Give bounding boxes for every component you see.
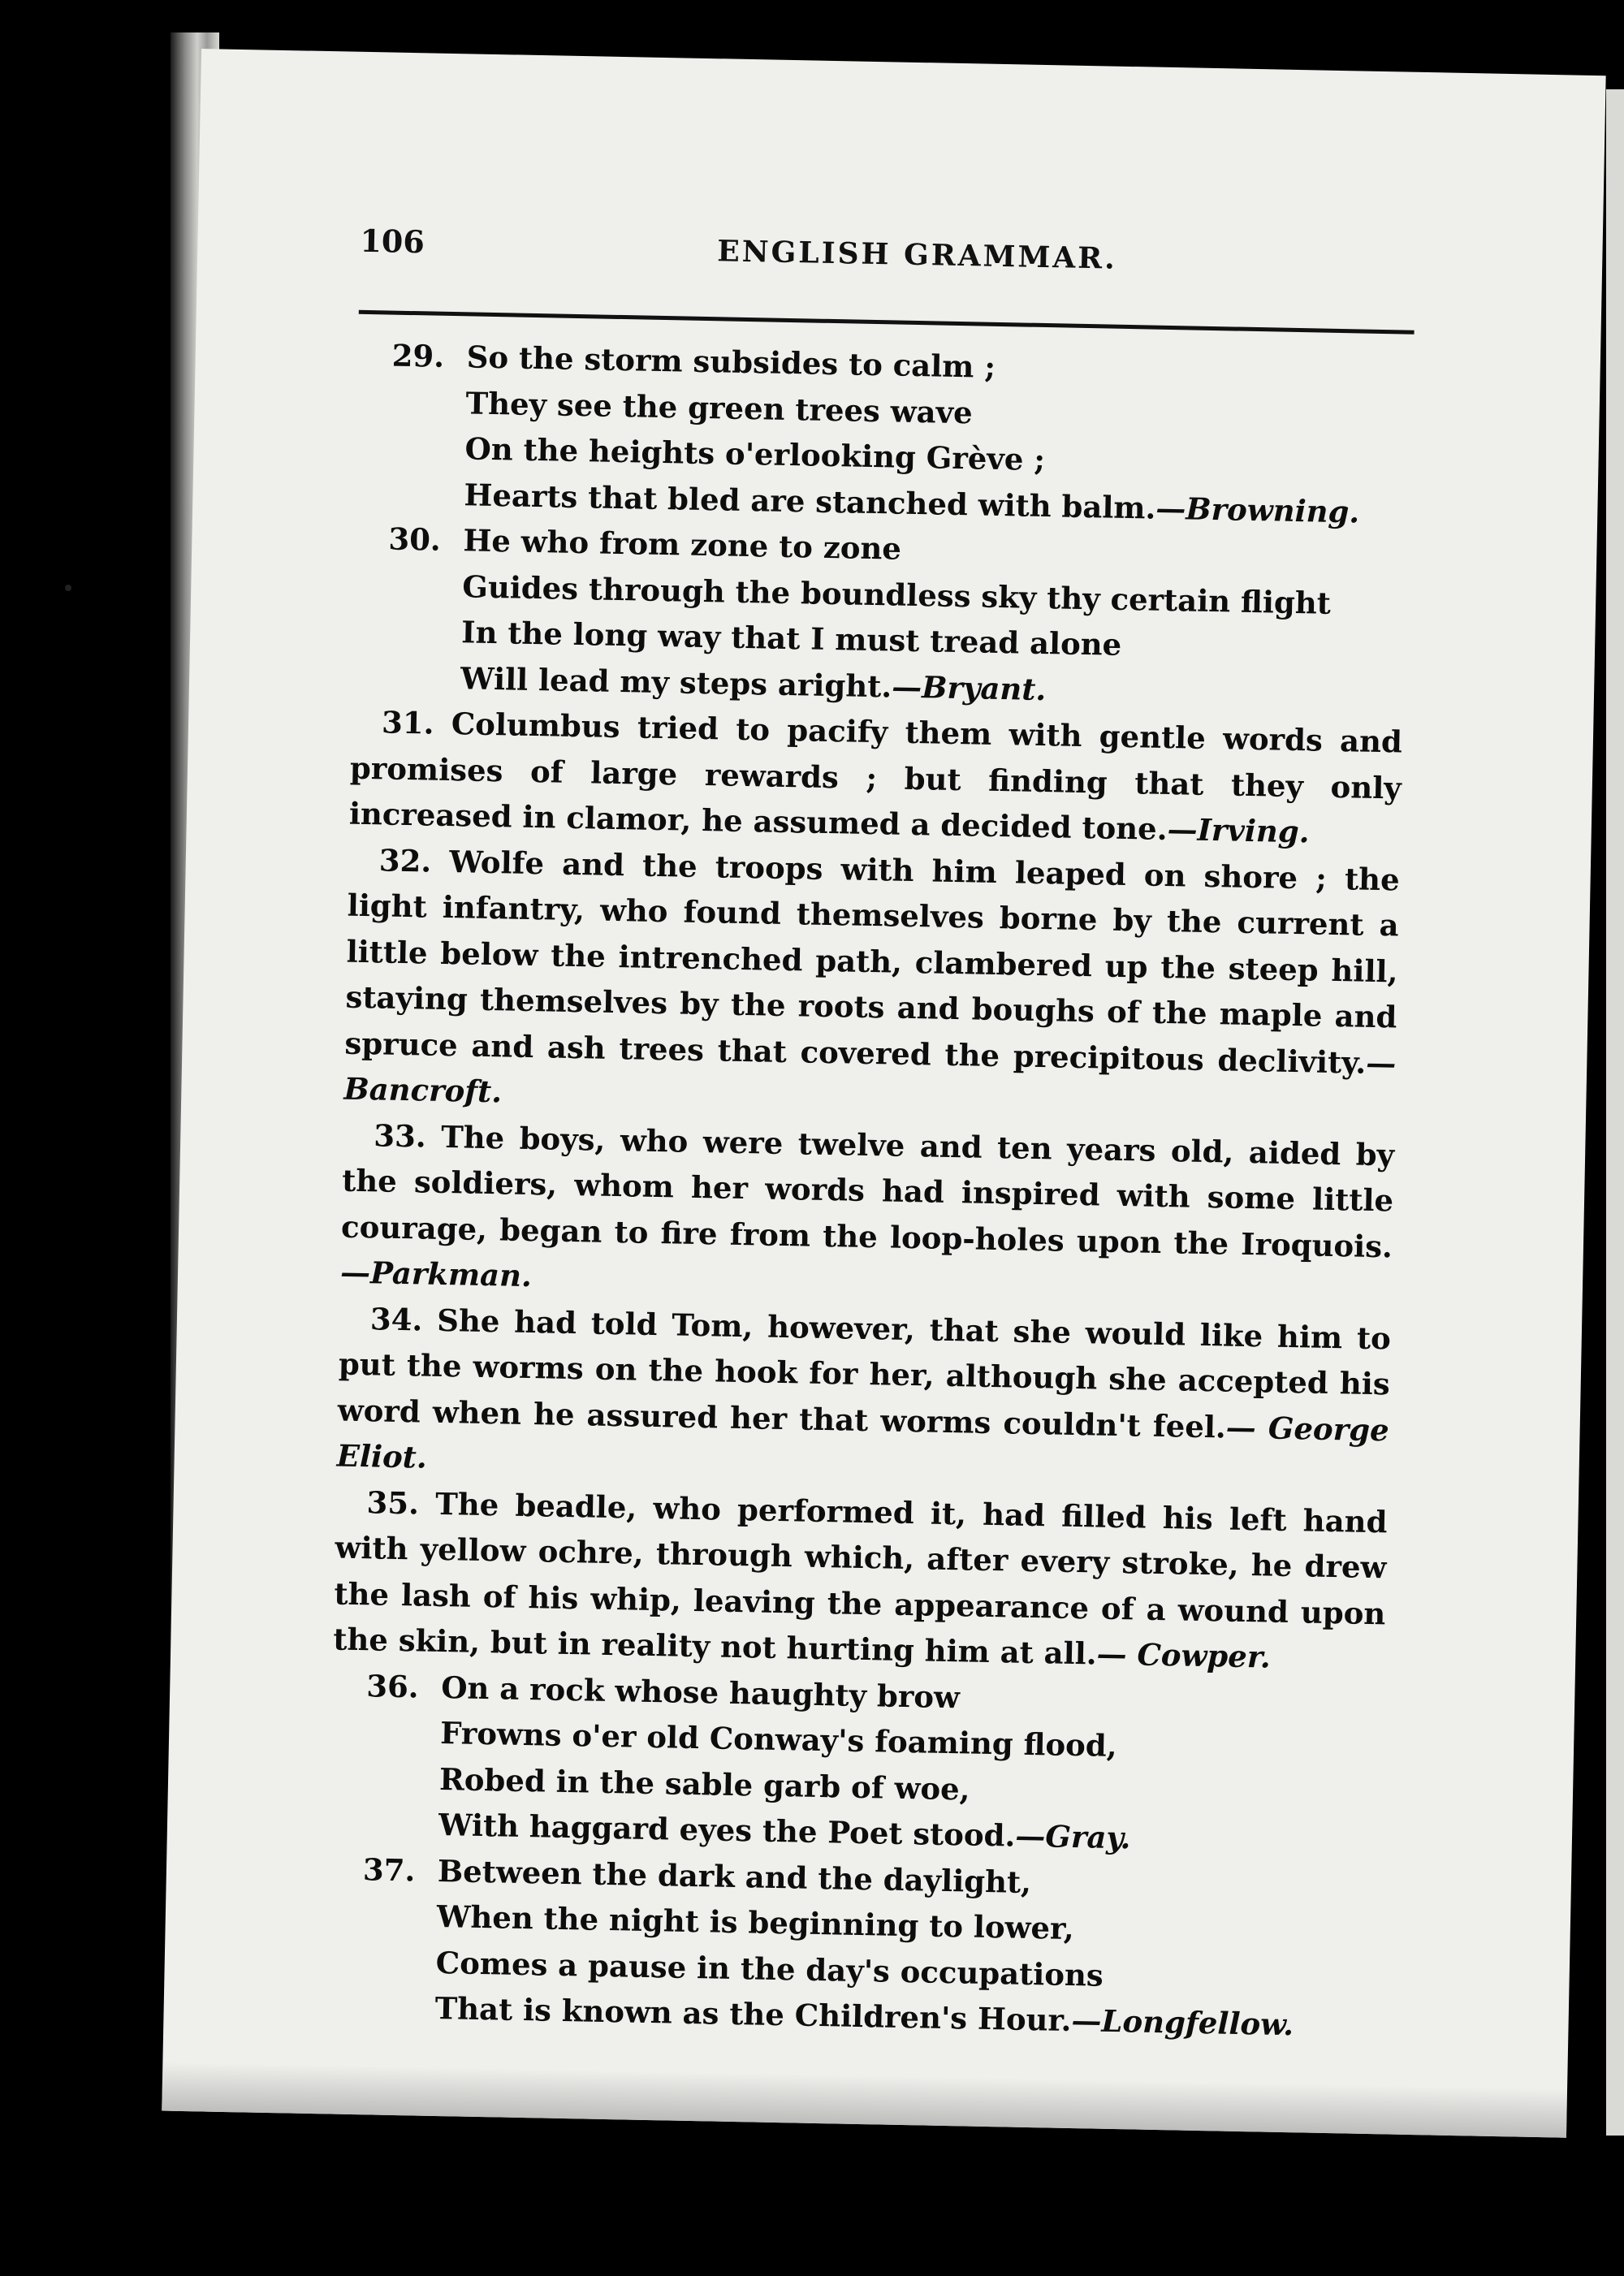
exercise-list [326, 332, 1410, 2049]
verse-line: In the long way that I must tread alone [460, 614, 1122, 663]
item-number: 34. [369, 1300, 423, 1338]
page-sheet [162, 49, 1605, 2138]
author-attribution: —Gray. [1014, 1817, 1131, 1856]
author-attribution: —Bancroft. [343, 1044, 1397, 1110]
item-number: 33. [373, 1116, 427, 1155]
verse-line: Will lead my steps aright. [460, 659, 892, 704]
exercise-item [330, 1662, 1384, 1866]
item-number: 30. [388, 520, 442, 558]
page-number: 106 [360, 222, 425, 261]
prose-text: The boys, who were twelve and ten years old, aided by the soldiers, whom her words had inspired with some little courage, began to fire from the loop-holes upon the Iroquois. [340, 1118, 1395, 1264]
running-title: ENGLISH GRAMMAR. [716, 234, 1118, 276]
exercise-item [336, 1295, 1391, 1499]
author-attribution: —Parkman. [339, 1254, 533, 1294]
author-attribution: —Longfellow. [1071, 2002, 1294, 2043]
author-attribution: —Irving. [1167, 811, 1311, 850]
prose-text: The beadle, who performed it, had filled his left hand with yellow ochre, through which, after every stroke, he drew the lash of his whip, leaving the appearance of a wound upon the skin, but in reality not hurting him at all. [333, 1485, 1388, 1672]
verse-line: He who from zone to zone [463, 522, 902, 567]
author-attribution: —Browning. [1155, 490, 1360, 529]
exercise-item [333, 1479, 1388, 1682]
exercise-item [352, 516, 1406, 719]
verse-line: Robed in the sable garb of woe, [438, 1760, 970, 1807]
exercise-item [340, 1112, 1395, 1315]
item-number: 35. [366, 1484, 420, 1521]
header-rule [359, 310, 1415, 335]
verse-line: When the night is beginning to lower, [436, 1898, 1075, 1947]
author-attribution: — Cowper. [1096, 1635, 1272, 1675]
verse-line: Hearts that bled are stanched with balm. [464, 476, 1156, 526]
item-number: 36. [365, 1667, 420, 1705]
verse-line: So the storm subsides to calm ; [466, 339, 996, 385]
author-attribution: — George Eliot. [336, 1409, 1390, 1475]
dust-speck [65, 585, 71, 591]
verse-line: On a rock whose haughty brow [440, 1669, 961, 1715]
exercise-item [326, 1846, 1380, 2049]
prose-text: She had told Tom, however, that she would like him to put the worms on the hook for her, although she accepted his word when he assured her that worms couldn't feel. [337, 1302, 1392, 1445]
item-number: 32. [378, 841, 432, 879]
item-number: 29. [391, 337, 445, 374]
item-number: 31. [381, 704, 434, 741]
page-bottom-shadow [162, 2062, 1567, 2138]
exercise-item [355, 332, 1410, 536]
author-attribution: —Bryant. [891, 667, 1047, 707]
verse-line: Frowns o'er old Conway's foaming flood, [439, 1715, 1118, 1764]
verse-line: Guides through the boundless sky thy certain flight [461, 568, 1332, 621]
verse-line: On the heights o'erlooking Grève ; [464, 430, 1046, 478]
verse-line: They see the green trees wave [465, 384, 974, 430]
prose-text: Columbus tried to pacify them with gentle words and promises of large rewards ; but finding that they only increased in clamor, he assumed a decided tone. [348, 706, 1403, 848]
verse-line: With haggard eyes the Poet stood. [438, 1807, 1016, 1854]
verse-line: That is known as the Children's Hour. [434, 1989, 1072, 2039]
item-number: 37. [362, 1851, 416, 1888]
verse-line: Comes a pause in the day's occupations [435, 1944, 1104, 1993]
prose-text: Wolfe and the troops with him leaped on shore ; the light infantry, who found themselves borne by the current a little below the intrenched path, clambered up the steep hill, staying themselves by the roots and boughs of the maple and spruce and ash trees that covered the precipitous declivity. [344, 843, 1401, 1081]
page-header [360, 222, 1416, 300]
facing-page-edge [1606, 89, 1624, 2136]
exercise-item [348, 699, 1402, 857]
exercise-item [343, 836, 1400, 1132]
verse-line: Between the dark and the daylight, [437, 1852, 1032, 1900]
